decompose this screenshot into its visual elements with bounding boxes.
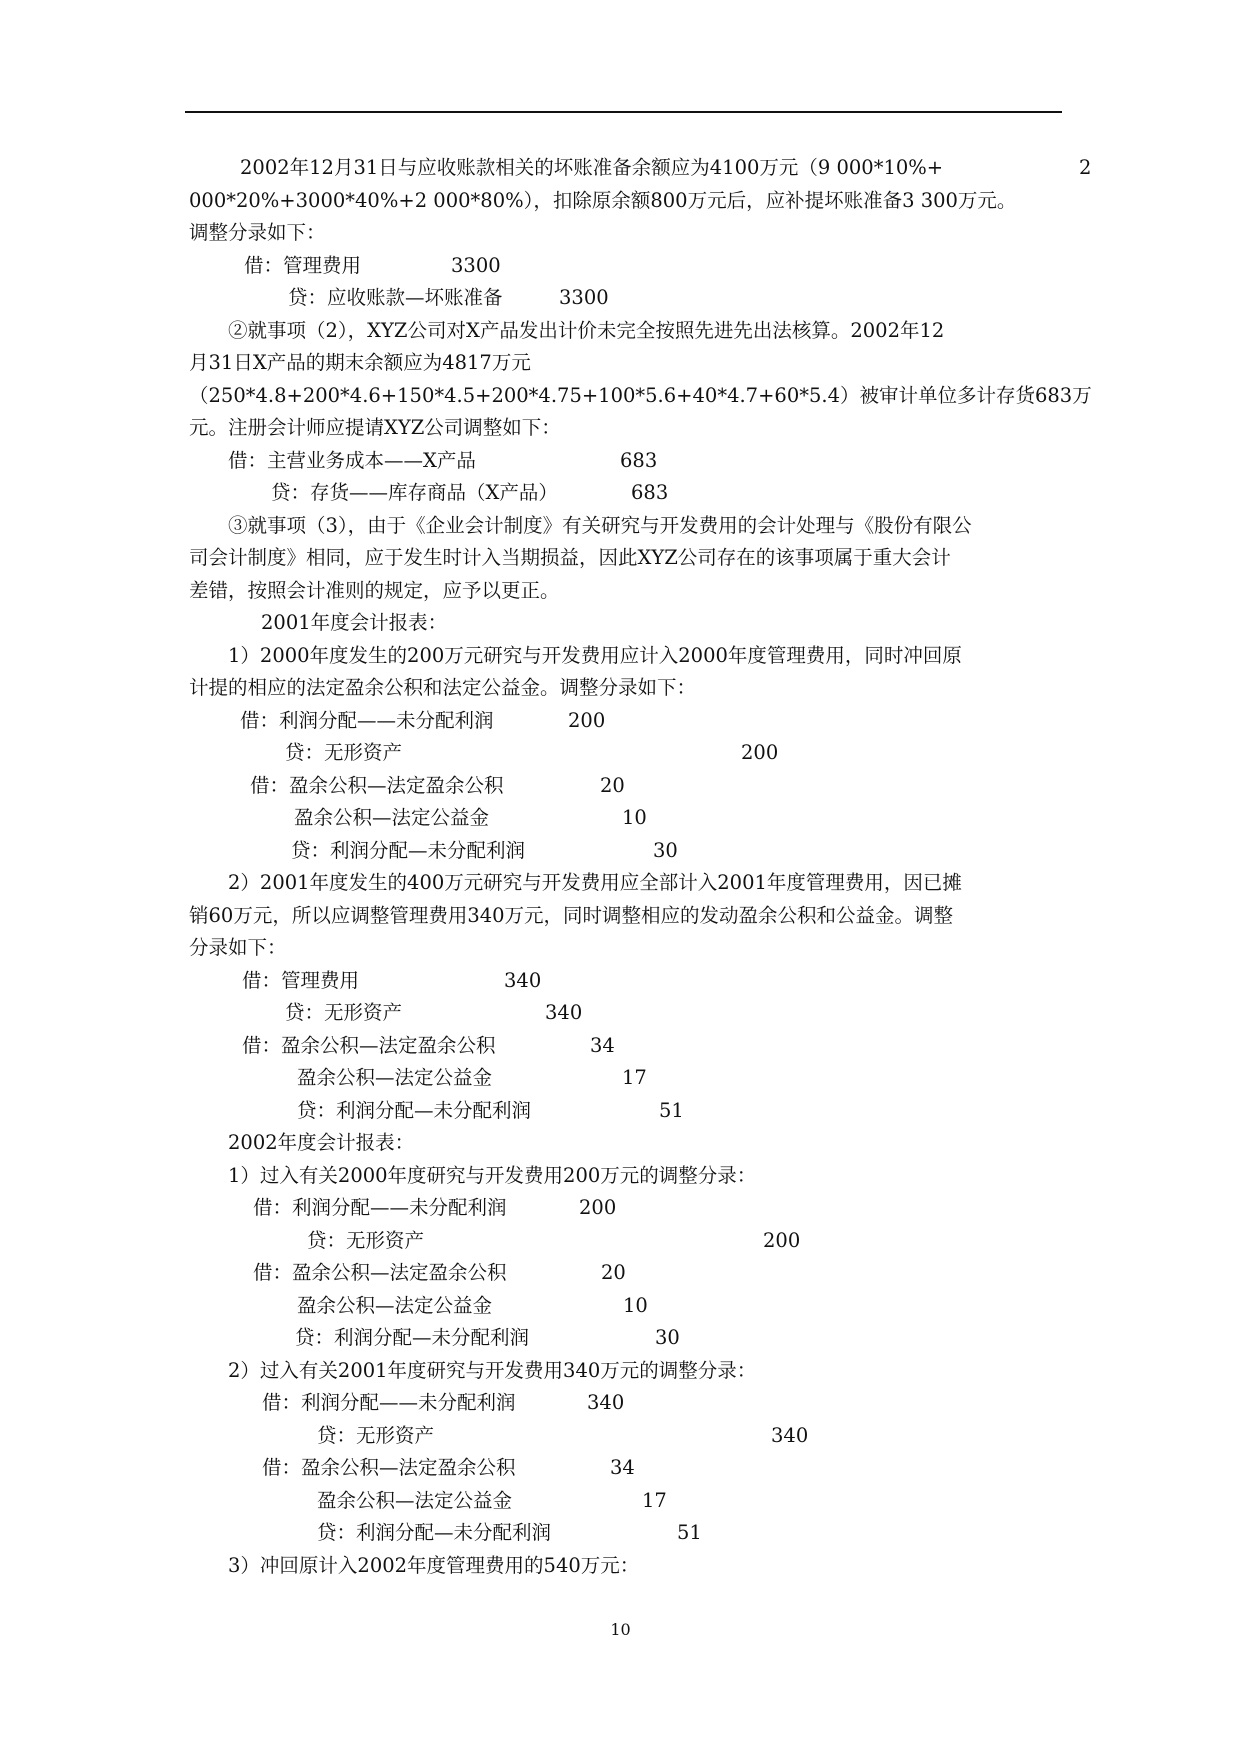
text-line: 200 <box>579 1196 617 1219</box>
text-line: 683 <box>631 481 669 504</box>
text-line: 1）2000年度发生的200万元研究与开发费用应计入2000年度管理费用，同时冲回原 <box>228 644 962 667</box>
text-line: 340 <box>771 1424 809 1447</box>
text-line: 借：利润分配——未分配利润 <box>240 709 494 732</box>
text-line: （250*4.8+200*4.6+150*4.5+200*4.75+100*5.6+40*4.7+60*5.4）被审计单位多计存货683万 <box>189 384 1092 407</box>
text-line: 贷：存货——库存商品（X产品） <box>271 481 558 504</box>
text-line: 贷：无形资产 <box>307 1229 425 1252</box>
text-line: 贷：利润分配—未分配利润 <box>295 1326 530 1349</box>
text-line: 1）过入有关2000年度研究与开发费用200万元的调整分录： <box>228 1164 757 1187</box>
text-line: 司会计制度》相同，应于发生时计入当期损益，因此XYZ公司存在的该事项属于重大会计 <box>189 546 951 569</box>
text-line: 30 <box>655 1326 680 1349</box>
text-line: 贷：利润分配—未分配利润 <box>291 839 526 862</box>
text-line: 借：盈余公积—法定盈余公积 <box>262 1456 516 1479</box>
text-line: 贷：利润分配—未分配利润 <box>317 1521 552 1544</box>
text-line: 借：主营业务成本——X产品 <box>228 449 476 472</box>
text-line: 差错，按照会计准则的规定，应予以更正。 <box>189 579 560 602</box>
text-line: 2 <box>1079 156 1092 179</box>
text-line: ③就事项（3），由于《企业会计制度》有关研究与开发费用的会计处理与《股份有限公 <box>228 514 972 537</box>
text-line: 贷：应收账款—坏账准备 <box>288 286 503 309</box>
text-line: 17 <box>642 1489 667 1512</box>
text-line: 2）2001年度发生的400万元研究与开发费用应全部计入2001年度管理费用，因已摊 <box>228 871 962 894</box>
text-line: 借：管理费用 <box>244 254 362 277</box>
text-line: 20 <box>600 774 625 797</box>
text-line: 贷：利润分配—未分配利润 <box>297 1099 532 1122</box>
text-line: 000*20%+3000*40%+2 000*80%），扣除原余额800万元后，应补提坏账准备3 300万元。 <box>189 189 1017 212</box>
text-line: 2）过入有关2001年度研究与开发费用340万元的调整分录： <box>228 1359 757 1382</box>
text-line: 3）冲回原计入2002年度管理费用的540万元： <box>228 1554 640 1577</box>
text-line: 借：盈余公积—法定盈余公积 <box>253 1261 507 1284</box>
text-line: 2001年度会计报表： <box>261 611 448 634</box>
text-line: 51 <box>659 1099 684 1122</box>
text-line: 元。注册会计师应提请XYZ公司调整如下： <box>189 416 561 439</box>
text-line: 盈余公积—法定公益金 <box>294 806 490 829</box>
text-line: 3300 <box>559 286 609 309</box>
text-line: 销60万元，所以应调整管理费用340万元，同时调整相应的发动盈余公积和公益金。调整 <box>189 904 954 927</box>
text-line: 3300 <box>451 254 501 277</box>
text-line: 贷：无形资产 <box>285 741 403 764</box>
text-line: 借：盈余公积—法定盈余公积 <box>250 774 504 797</box>
text-line: 17 <box>622 1066 647 1089</box>
text-line: 盈余公积—法定公益金 <box>297 1294 493 1317</box>
text-line: 计提的相应的法定盈余公积和法定公益金。调整分录如下： <box>189 676 697 699</box>
text-line: 借：盈余公积—法定盈余公积 <box>242 1034 496 1057</box>
text-line: 340 <box>504 969 542 992</box>
text-line: 340 <box>587 1391 625 1414</box>
text-line: 200 <box>568 709 606 732</box>
header-rule <box>185 111 1062 113</box>
page-number: 10 <box>610 1620 631 1639</box>
text-line: 34 <box>610 1456 635 1479</box>
text-line: 683 <box>620 449 658 472</box>
text-line: 盈余公积—法定公益金 <box>297 1066 493 1089</box>
text-line: 20 <box>601 1261 626 1284</box>
text-line: 2002年12月31日与应收账款相关的坏账准备余额应为4100万元（9 000*10%+ <box>240 156 944 179</box>
text-line: 贷：无形资产 <box>317 1424 435 1447</box>
text-line: 2002年度会计报表： <box>228 1131 415 1154</box>
text-line: 340 <box>545 1001 583 1024</box>
text-line: 200 <box>763 1229 801 1252</box>
text-line: 调整分录如下： <box>189 221 326 244</box>
text-line: 10 <box>622 806 647 829</box>
text-line: 分录如下： <box>189 936 287 959</box>
text-line: 34 <box>590 1034 615 1057</box>
text-line: 借：利润分配——未分配利润 <box>253 1196 507 1219</box>
text-line: 月31日X产品的期末余额应为4817万元 <box>189 351 531 374</box>
text-line: 51 <box>677 1521 702 1544</box>
text-line: 盈余公积—法定公益金 <box>317 1489 513 1512</box>
text-line: 10 <box>623 1294 648 1317</box>
text-line: 借：管理费用 <box>242 969 360 992</box>
text-line: 30 <box>653 839 678 862</box>
text-line: 贷：无形资产 <box>285 1001 403 1024</box>
text-line: ②就事项（2），XYZ公司对X产品发出计价未完全按照先进先出法核算。2002年12 <box>228 319 945 342</box>
text-line: 借：利润分配——未分配利润 <box>262 1391 516 1414</box>
text-line: 200 <box>741 741 779 764</box>
